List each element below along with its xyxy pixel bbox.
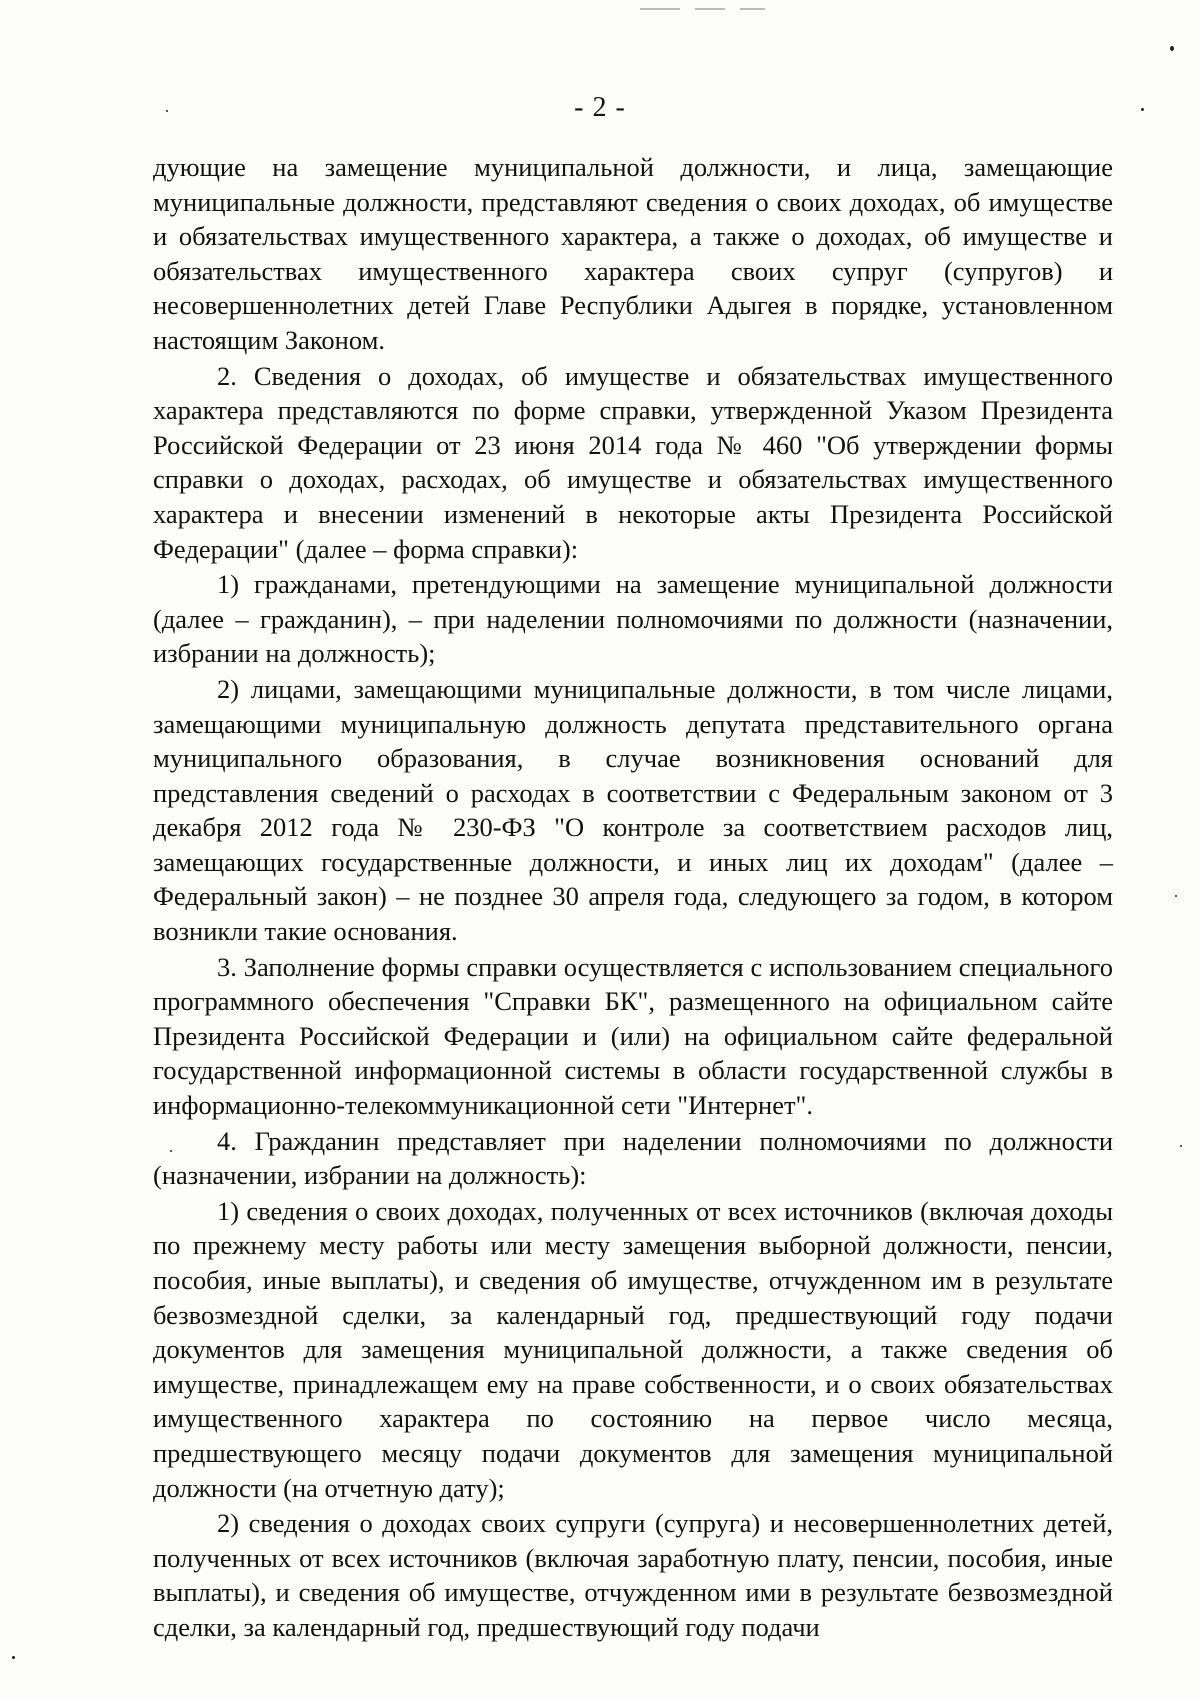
paragraph-4: 4. Гражданин представляет при наделении полномочиями по должности (назначении, избрании на должность): [153,1125,1113,1191]
paragraph-3: 3. Заполнение формы справки осуществляется с использованием специального программного обеспечения "Справки БК", размещенного на официальном сайте Президента Российской Федерации и (или) на официальном сайте федеральной государственной информационной системы в области государственной службы в информационно-телекоммуникационной сети "Интернет". [153,951,1113,1121]
document-body [153,150,1113,1646]
paragraph-2: 2. Сведения о доходах, об имуществе и обязательствах имущественного характера представляются по форме справки, утвержденной Указом Президента Российской Федерации от 23 июня 2014 года № 460 "Об утверждении формы справки о доходах, расходах, об имуществе и обязательствах имущественного характера и внесении изменений в некоторые акты Президента Российской Федерации" (далее – форма справки): [153,360,1113,564]
paragraph-continuation: дующие на замещение муниципальной должности, и лица, замещающие муниципальные должности, представляют сведения о своих доходах, об имуществе и обязательствах имущественного характера, а также о доходах, об имуществе и обязательствах имущественного характера своих супруг (супругов) и несовершеннолетних детей Главе Республики Адыгея в порядке, установленном настоящим Законом. [153,152,1113,355]
scan-top-marks [640,8,840,12]
paragraph-4-item-1: 1) сведения о своих доходах, полученных от всех источников (включая доходы по прежнему месту работы или месту замещения выборной должности, пенсии, пособия, иные выплаты), и сведения об имуществе, отчужденном им в результате безвозмездной сделки, за календарный год, предшествующий году подачи документов для замещения муниципальной должности, а также сведения об имуществе, принадлежащем ему на праве собственности, и о своих обязательствах имущественного характера по состоянию на первое число месяца, предшествующего месяцу подачи документов для замещения муниципальной должности (на отчетную дату); [153,1195,1113,1503]
paragraph-2-item-1: 1) гражданами, претендующими на замещение муниципальной должности (далее – гражданин), – при наделении полномочиями по должности (назначении, избрании на должность); [153,569,1113,669]
paragraph-4-item-2: 2) сведения о доходах своих супруги (супруга) и несовершеннолетних детей, полученных от всех источников (включая заработную плату, пенсии, пособия, иные выплаты), и сведения об имуществе, отчужденном ими в результате безвозмездной сделки, за календарный год, предшествующий году подачи [153,1508,1113,1642]
page-number: - 2 - [574,92,626,123]
paragraph-2-item-2: 2) лицами, замещающими муниципальные должности, в том числе лицами, замещающими муниципальную должность депутата представительного органа муниципального образования, в случае возникновения оснований для представления сведений о расходах в соответствии с Федеральным законом от 3 декабря 2012 года № 230-ФЗ "О контроле за соответствием расходов лиц, замещающих государственные должности, и иных лиц их доходам" (далее – Федеральный закон) – не позднее 30 апреля года, следующего за годом, в котором возникли такие основания. [153,673,1113,947]
